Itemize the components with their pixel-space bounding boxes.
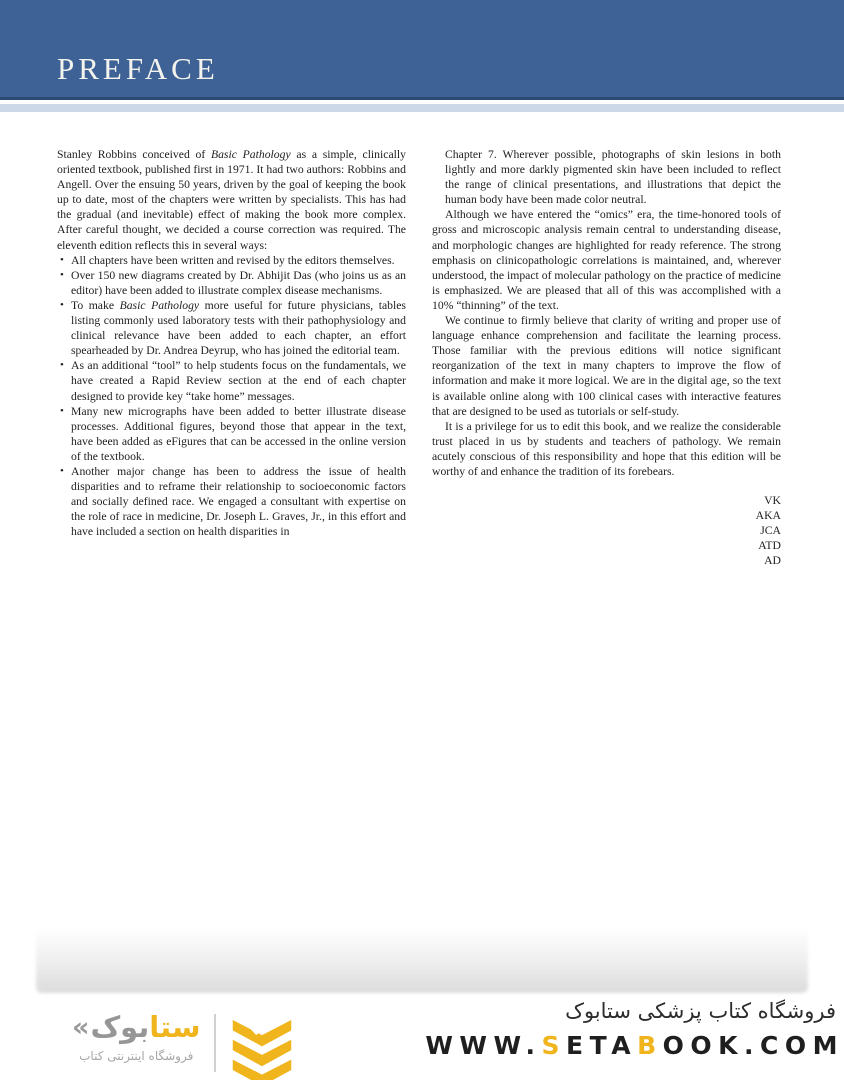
- signature-initials: ATD: [758, 539, 781, 553]
- logo-wordmark-row: [72, 1012, 200, 1044]
- logo-subtitle: فروشگاه اینترنتی کتاب: [79, 1048, 194, 1063]
- header-banner: [0, 0, 844, 100]
- page-title: PREFACE: [57, 51, 219, 86]
- bullet-item: • Many new micrographs have been added to better illustrate disease processes. Additional figures, beyond those that appear in the text, have been added as eFigures that can be accessed in the online version of the textbook.: [57, 404, 406, 464]
- bullet-item: • All chapters have been written and revised by the editors themselves.: [57, 253, 406, 268]
- right-column: [432, 147, 781, 569]
- logo-wordmark-column: [72, 1012, 200, 1063]
- bullet-item: • Another major change has been to address the issue of health disparities and to reframe their relationship to socioeconomic factors and socially defined race. We engaged a consultant with expertise on the role of race in medicine, Dr. Joseph L. Graves, Jr., in this effort and have included a section on health disparities in: [57, 464, 406, 539]
- url-highlight-letter: S: [541, 1031, 567, 1060]
- left-column: [57, 147, 406, 569]
- bullet-continuation: Chapter 7. Wherever possible, photographs of skin lesions in both lightly and more darkly pigmented skin have been included to reflect the range of clinical presentations, and illustrations that depict the human body have been made color neutral.: [445, 148, 781, 207]
- url-segment: OOK.COM: [662, 1031, 844, 1060]
- footer-right-block: [425, 999, 844, 1060]
- intro-paragraph: Stanley Robbins conceived of Basic Pathology as a simple, clinically oriented textbook, published first in 1971. It had two authors: Robbins and Angell. Over the ensuing 50 years, driven by the goal of keeping the book up to date, most of the chapters were written by specialists. This has had the gradual (and inevitable) effect of making the book more complex. After careful thought, we decided a course correction was required. The eleventh edition reflects this in several ways:: [57, 148, 406, 252]
- signature-initials: AKA: [755, 509, 781, 523]
- setabook-logo: [72, 1006, 294, 1080]
- signature-initials: JCA: [760, 524, 781, 538]
- logo-divider: [214, 1014, 216, 1072]
- bullet-list: [57, 253, 406, 540]
- bullet-item: • Over 150 new diagrams created by Dr. Abhijit Das (who joins us as an editor) have been added to illustrate complex disease mechanisms.: [57, 268, 406, 298]
- logo-wordmark: [90, 1012, 200, 1044]
- paragraph: Although we have entered the “omics” era, the time-honored tools of gross and microscopic analysis remain central to understanding disease, and morphologic changes are highlighted for ready reference. The strong emphasis on clinicopathologic correlations is maintained, and, wherever understood, the impact of molecular pathology on the practice of medicine is emphasized. We are pleased that all of this was accomplished with a 10% “thinning” of the text.: [432, 208, 781, 312]
- url-highlight-letter: B: [637, 1031, 663, 1060]
- triple-chevron-icon: [230, 1020, 294, 1080]
- url-segment: WWW.: [425, 1031, 542, 1060]
- preface-body: [57, 147, 781, 569]
- bullet-item: • To make Basic Pathology more useful for future physicians, tables listing commonly used laboratory tests with their pathophysiology and clinical relevance have been added to each chapter, an effort spearheaded by Dr. Andrea Deyrup, who has joined the editorial team.: [57, 298, 406, 358]
- editor-initials: [432, 493, 781, 568]
- setabook-url: [425, 1031, 844, 1060]
- wordmark-gray-part: بوک: [90, 1010, 150, 1044]
- paragraph: We continue to firmly believe that clarity of writing and proper use of language enhance comprehension and facilitate the learning process. Those familiar with the previous editions will notice significant reorganization of the text in many chapters to improve the flow of information and make it more logical. We are in the digital age, so the text is available online along with 100 clinical cases with interactive features that are designed to be used as tutorials or self-study.: [432, 314, 781, 418]
- signature-initials: AD: [764, 554, 781, 568]
- guillemet-icon: «: [72, 1012, 90, 1044]
- store-name-farsi: فروشگاه کتاب پزشکی ستابوک: [565, 999, 836, 1023]
- bullet-item: • As an additional “tool” to help students focus on the fundamentals, we have created a Rapid Review section at the end of each chapter designed to provide key “take home” messages.: [57, 358, 406, 403]
- url-segment: ETA: [566, 1031, 638, 1060]
- header-accent-stripe: [0, 104, 844, 112]
- wordmark-yellow-part: ستا: [149, 1010, 201, 1044]
- paragraph: It is a privilege for us to edit this book, and we realize the considerable trust placed in us by students and teachers of pathology. We remain acutely conscious of this responsibility and hope that this edition will be worthy of and enhance the tradition of its forebears.: [432, 419, 781, 478]
- scan-shadow: [36, 927, 808, 993]
- signature-initials: VK: [764, 494, 781, 508]
